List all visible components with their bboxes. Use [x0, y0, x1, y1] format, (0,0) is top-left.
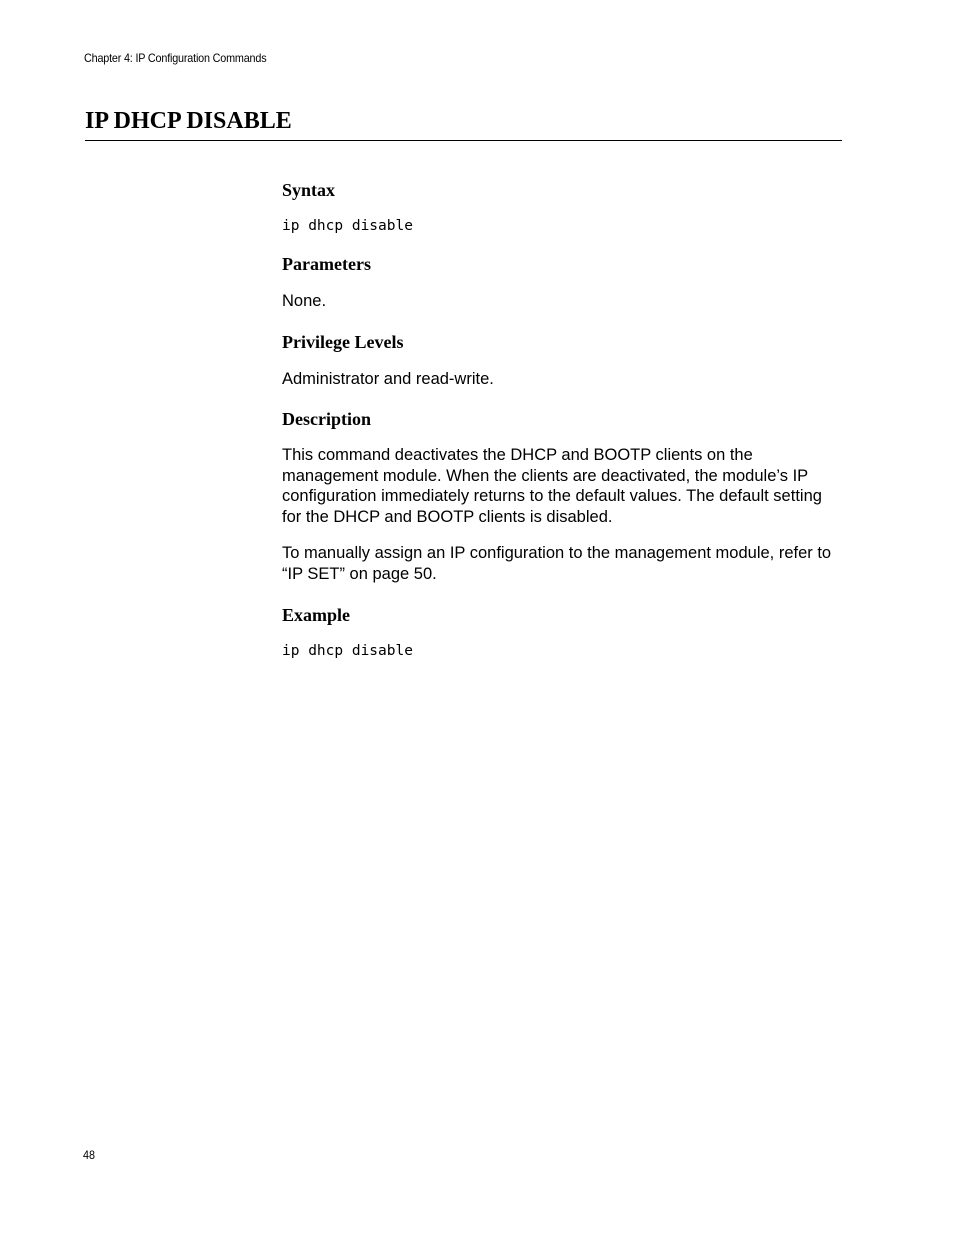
description-paragraph-cross-reference: To manually assign an IP configuration to the management module, refer to “IP SET” on page 50.	[282, 544, 832, 583]
command-content	[282, 178, 844, 661]
page-title: IP DHCP DISABLE	[85, 106, 842, 141]
page-number: 48	[83, 1148, 96, 1162]
syntax-heading: Syntax	[282, 180, 336, 200]
privilege-levels-text: Administrator and read-write.	[282, 369, 494, 388]
example-code: ip dhcp disable	[282, 643, 413, 659]
example-heading: Example	[282, 605, 351, 625]
description-heading: Description	[282, 409, 371, 429]
privilege-levels-heading: Privilege Levels	[282, 331, 404, 352]
parameters-text: None.	[282, 292, 327, 310]
syntax-code: ip dhcp disable	[282, 218, 413, 234]
description-paragraph: This command deactivates the DHCP and BOOTP clients on the management module. When the clients are deactivated, the module’s IP configuration immediately returns to the default values. The default setting for the DHCP and BOOTP clients is disabled.	[282, 446, 822, 526]
running-header: Chapter 4: IP Configuration Commands	[84, 51, 267, 65]
parameters-heading: Parameters	[282, 254, 371, 274]
